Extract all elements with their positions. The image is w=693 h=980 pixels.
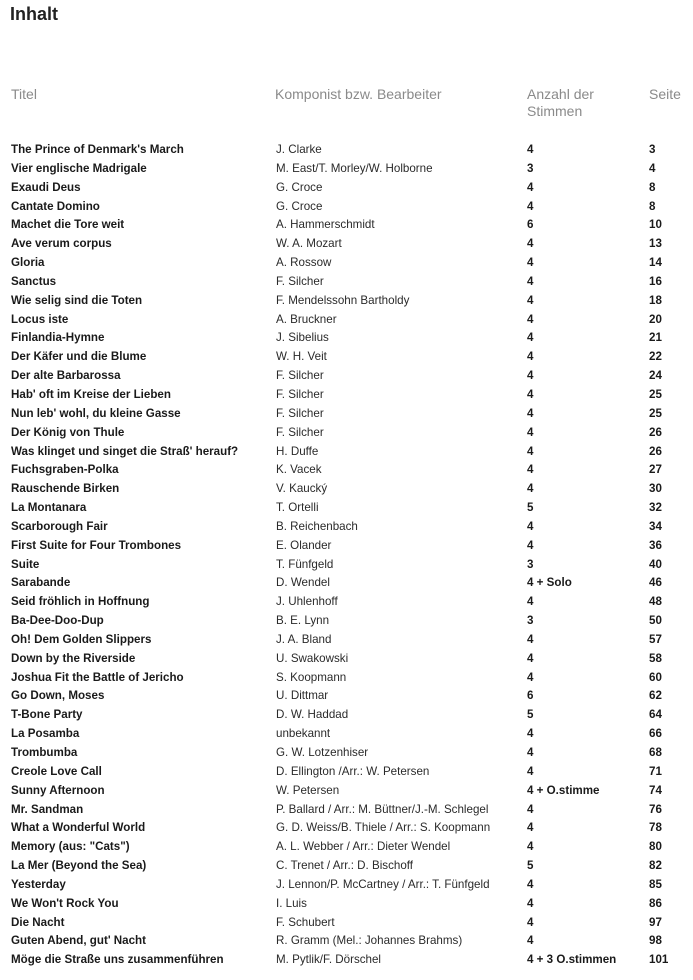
table-row bbox=[0, 744, 693, 763]
table-row bbox=[0, 838, 693, 857]
row-page: 76 bbox=[649, 802, 662, 816]
row-title: T-Bone Party bbox=[11, 708, 83, 722]
row-page: 68 bbox=[649, 746, 662, 759]
row-composer: D. W. Haddad bbox=[276, 708, 349, 722]
table-row bbox=[0, 235, 693, 254]
row-voices: 4 bbox=[527, 934, 534, 948]
row-title: Guten Abend, gut' Nacht bbox=[11, 934, 147, 948]
table-row bbox=[0, 311, 693, 330]
row-composer: F. Schubert bbox=[276, 915, 335, 929]
row-page: 62 bbox=[649, 689, 662, 703]
row-page: 21 bbox=[649, 331, 662, 345]
row-page: 82 bbox=[649, 859, 662, 873]
row-page: 32 bbox=[649, 501, 662, 515]
row-title: Wie selig sind die Toten bbox=[11, 293, 143, 307]
row-voices: 4 bbox=[527, 840, 534, 854]
table-row bbox=[0, 198, 693, 217]
row-composer: A. Rossow bbox=[276, 256, 332, 270]
row-composer: P. Ballard / Arr.: M. Büttner/J.-M. Schlegel bbox=[276, 802, 489, 816]
table-row bbox=[0, 518, 693, 537]
table-row bbox=[0, 273, 693, 292]
row-composer: W. Petersen bbox=[276, 783, 340, 797]
row-voices: 4 bbox=[527, 293, 534, 307]
table-row bbox=[0, 254, 693, 273]
row-composer: S. Koopmann bbox=[276, 670, 347, 684]
row-title: Der König von Thule bbox=[11, 425, 125, 439]
row-voices: 4 + 3 O.stimmen bbox=[527, 953, 617, 967]
row-title: Memory (aus: "Cats") bbox=[11, 840, 130, 854]
row-voices: 4 bbox=[527, 444, 534, 458]
table-row bbox=[0, 160, 693, 179]
row-composer: J. Sibelius bbox=[276, 331, 329, 345]
row-voices: 4 bbox=[527, 915, 534, 929]
row-title: We Won't Rock You bbox=[11, 896, 119, 910]
table-row bbox=[0, 857, 693, 876]
row-voices: 5 bbox=[527, 859, 534, 873]
row-voices: 5 bbox=[527, 501, 534, 515]
row-composer: T. Ortelli bbox=[276, 501, 319, 515]
row-title: Creole Love Call bbox=[11, 764, 102, 778]
row-composer: D. Wendel bbox=[276, 576, 330, 590]
row-voices: 4 bbox=[527, 463, 534, 477]
table-row bbox=[0, 612, 693, 631]
row-page: 4 bbox=[649, 161, 656, 175]
row-composer: A. Hammerschmidt bbox=[276, 218, 375, 232]
row-page: 3 bbox=[649, 143, 656, 156]
row-voices: 3 bbox=[527, 614, 534, 628]
row-title: Hab' oft im Kreise der Lieben bbox=[11, 387, 171, 401]
row-title: What a Wonderful World bbox=[11, 821, 146, 835]
row-voices: 4 bbox=[527, 350, 534, 364]
table-row bbox=[0, 951, 693, 970]
row-voices: 4 bbox=[527, 764, 534, 778]
row-title: Ave verum corpus bbox=[11, 237, 112, 251]
row-page: 14 bbox=[649, 256, 662, 270]
row-composer: R. Gramm (Mel.: Johannes Brahms) bbox=[276, 934, 463, 948]
row-voices: 4 bbox=[527, 425, 534, 439]
row-page: 66 bbox=[649, 727, 662, 741]
row-title: Vier englische Madrigale bbox=[11, 161, 147, 175]
table-row bbox=[0, 141, 693, 160]
row-page: 74 bbox=[649, 783, 662, 797]
table-row bbox=[0, 706, 693, 725]
row-composer: F. Mendelssohn Bartholdy bbox=[276, 293, 410, 307]
table-row bbox=[0, 461, 693, 480]
row-page: 26 bbox=[649, 444, 662, 458]
row-composer: B. Reichenbach bbox=[276, 519, 358, 533]
row-page: 57 bbox=[649, 632, 662, 646]
row-composer: V. Kaucký bbox=[276, 482, 328, 496]
row-page: 48 bbox=[649, 595, 662, 609]
row-voices: 4 bbox=[527, 256, 534, 270]
row-voices: 6 bbox=[527, 218, 534, 232]
row-page: 86 bbox=[649, 896, 662, 910]
row-voices: 3 bbox=[527, 161, 534, 175]
row-voices: 4 bbox=[527, 387, 534, 401]
row-title: Oh! Dem Golden Slippers bbox=[11, 632, 152, 646]
table-row bbox=[0, 348, 693, 367]
row-composer: B. E. Lynn bbox=[276, 614, 330, 628]
row-voices: 4 bbox=[527, 331, 534, 345]
row-title: Nun leb' wohl, du kleine Gasse bbox=[11, 406, 181, 420]
row-title: Sanctus bbox=[11, 274, 57, 288]
table-row bbox=[0, 631, 693, 650]
row-composer: T. Fünfgeld bbox=[276, 557, 334, 571]
row-page: 26 bbox=[649, 425, 662, 439]
row-title: Locus iste bbox=[11, 312, 69, 326]
row-composer: U. Dittmar bbox=[276, 689, 329, 703]
table-row bbox=[0, 819, 693, 838]
row-page: 24 bbox=[649, 369, 662, 383]
row-composer: G. Croce bbox=[276, 199, 323, 213]
row-page: 8 bbox=[649, 199, 656, 213]
row-voices: 4 bbox=[527, 482, 534, 496]
table-row bbox=[0, 782, 693, 801]
row-composer: E. Olander bbox=[276, 538, 332, 552]
row-title: Gloria bbox=[11, 256, 45, 270]
row-composer: F. Silcher bbox=[276, 387, 324, 401]
row-voices: 4 + O.stimme bbox=[527, 783, 600, 797]
row-page: 85 bbox=[649, 877, 662, 891]
row-voices: 4 bbox=[527, 651, 534, 665]
row-page: 22 bbox=[649, 350, 662, 364]
row-voices: 4 bbox=[527, 406, 534, 420]
row-composer: D. Ellington /Arr.: W. Petersen bbox=[276, 764, 430, 778]
table-row bbox=[0, 801, 693, 820]
row-title: Möge die Straße uns zusammenführen bbox=[11, 953, 224, 967]
row-voices: 4 bbox=[527, 237, 534, 251]
row-page: 97 bbox=[649, 915, 662, 929]
row-page: 8 bbox=[649, 180, 656, 194]
row-composer: W. A. Mozart bbox=[276, 237, 342, 251]
row-page: 64 bbox=[649, 708, 662, 722]
row-composer: A. Bruckner bbox=[276, 312, 337, 326]
row-title: Ba-Dee-Doo-Dup bbox=[11, 614, 104, 628]
table-row bbox=[0, 480, 693, 499]
row-composer: J. Lennon/P. McCartney / Arr.: T. Fünfgeld bbox=[276, 877, 490, 891]
row-title: Finlandia-Hymne bbox=[11, 331, 105, 345]
table-row bbox=[0, 499, 693, 518]
row-title: Die Nacht bbox=[11, 915, 65, 929]
row-voices: 4 bbox=[527, 727, 534, 741]
row-page: 58 bbox=[649, 651, 662, 665]
row-title: Suite bbox=[11, 557, 40, 571]
contents-table bbox=[0, 141, 693, 970]
row-voices: 4 bbox=[527, 369, 534, 383]
row-voices: 4 bbox=[527, 896, 534, 910]
row-title: Down by the Riverside bbox=[11, 651, 136, 665]
row-composer: M. East/T. Morley/W. Holborne bbox=[276, 161, 433, 175]
row-voices: 4 bbox=[527, 877, 534, 891]
table-row bbox=[0, 725, 693, 744]
column-header-title: Titel bbox=[11, 86, 37, 102]
row-title: Trombumba bbox=[11, 746, 78, 759]
row-voices: 4 bbox=[527, 180, 534, 194]
table-row bbox=[0, 424, 693, 443]
row-page: 101 bbox=[649, 953, 669, 967]
row-voices: 4 + Solo bbox=[527, 576, 572, 590]
row-composer: H. Duffe bbox=[276, 444, 319, 458]
column-header-page: Seite bbox=[649, 86, 681, 102]
row-title: Sunny Afternoon bbox=[11, 783, 105, 797]
row-composer: K. Vacek bbox=[276, 463, 322, 477]
row-title: First Suite for Four Trombones bbox=[11, 538, 182, 552]
row-composer: J. Uhlenhoff bbox=[276, 595, 338, 609]
table-row bbox=[0, 329, 693, 348]
row-composer: J. A. Bland bbox=[276, 632, 332, 646]
row-page: 34 bbox=[649, 519, 662, 533]
table-row bbox=[0, 914, 693, 933]
row-composer: unbekannt bbox=[276, 727, 331, 741]
row-voices: 4 bbox=[527, 538, 534, 552]
table-row bbox=[0, 876, 693, 895]
row-voices: 4 bbox=[527, 802, 534, 816]
row-composer: F. Silcher bbox=[276, 406, 324, 420]
row-composer: F. Silcher bbox=[276, 425, 324, 439]
row-page: 36 bbox=[649, 538, 662, 552]
row-composer: A. L. Webber / Arr.: Dieter Wendel bbox=[276, 840, 451, 854]
row-page: 27 bbox=[649, 463, 662, 477]
row-composer: U. Swakowski bbox=[276, 651, 349, 665]
table-row bbox=[0, 216, 693, 235]
row-composer: G. D. Weiss/B. Thiele / Arr.: S. Koopmann bbox=[276, 821, 491, 835]
row-composer: F. Silcher bbox=[276, 369, 324, 383]
table-row bbox=[0, 443, 693, 462]
row-composer: G. Croce bbox=[276, 180, 323, 194]
table-row bbox=[0, 932, 693, 951]
row-composer: G. W. Lotzenhiser bbox=[276, 746, 369, 759]
row-composer: W. H. Veit bbox=[276, 350, 327, 364]
column-header-voices: Anzahl der Stimmen bbox=[527, 86, 594, 119]
table-row bbox=[0, 687, 693, 706]
row-page: 80 bbox=[649, 840, 662, 854]
table-row bbox=[0, 895, 693, 914]
row-title: Fuchsgraben-Polka bbox=[11, 463, 119, 477]
table-row bbox=[0, 556, 693, 575]
row-page: 20 bbox=[649, 312, 662, 326]
row-voices: 4 bbox=[527, 632, 534, 646]
row-title: Yesterday bbox=[11, 877, 66, 891]
row-title: Rauschende Birken bbox=[11, 482, 120, 496]
page-title: Inhalt bbox=[10, 4, 58, 24]
table-row bbox=[0, 763, 693, 782]
table-row bbox=[0, 405, 693, 424]
row-page: 46 bbox=[649, 576, 662, 590]
row-composer: M. Pytlik/F. Dörschel bbox=[276, 953, 382, 967]
table-row bbox=[0, 292, 693, 311]
row-title: Was klinget und singet die Straß' herauf? bbox=[11, 444, 239, 458]
row-voices: 4 bbox=[527, 519, 534, 533]
row-composer: F. Silcher bbox=[276, 274, 324, 288]
row-title: Go Down, Moses bbox=[11, 689, 105, 703]
row-title: Joshua Fit the Battle of Jericho bbox=[11, 670, 184, 684]
row-voices: 3 bbox=[527, 557, 534, 571]
table-row bbox=[0, 650, 693, 669]
row-voices: 4 bbox=[527, 746, 534, 759]
row-voices: 4 bbox=[527, 199, 534, 213]
table-row bbox=[0, 669, 693, 688]
row-page: 50 bbox=[649, 614, 662, 628]
table-row bbox=[0, 386, 693, 405]
row-page: 78 bbox=[649, 821, 662, 835]
row-page: 40 bbox=[649, 557, 662, 571]
row-page: 60 bbox=[649, 670, 662, 684]
table-row bbox=[0, 537, 693, 556]
table-row bbox=[0, 593, 693, 612]
row-voices: 4 bbox=[527, 821, 534, 835]
column-header-composer: Komponist bzw. Bearbeiter bbox=[275, 86, 442, 102]
row-title: La Mer (Beyond the Sea) bbox=[11, 859, 147, 873]
row-page: 10 bbox=[649, 218, 662, 232]
row-title: La Montanara bbox=[11, 501, 87, 515]
table-row bbox=[0, 367, 693, 386]
row-title: Exaudi Deus bbox=[11, 180, 81, 194]
row-title: Cantate Domino bbox=[11, 199, 100, 213]
row-page: 30 bbox=[649, 482, 662, 496]
row-page: 18 bbox=[649, 293, 662, 307]
row-title: Der Käfer und die Blume bbox=[11, 350, 147, 364]
row-composer: I. Luis bbox=[276, 896, 307, 910]
row-title: Seid fröhlich in Hoffnung bbox=[11, 595, 150, 609]
row-page: 98 bbox=[649, 934, 662, 948]
row-page: 16 bbox=[649, 274, 662, 288]
row-voices: 4 bbox=[527, 670, 534, 684]
row-composer: J. Clarke bbox=[276, 143, 322, 156]
row-title: The Prince of Denmark's March bbox=[11, 143, 184, 156]
row-title: Machet die Tore weit bbox=[11, 218, 125, 232]
row-voices: 4 bbox=[527, 312, 534, 326]
row-voices: 5 bbox=[527, 708, 534, 722]
row-voices: 4 bbox=[527, 595, 534, 609]
row-voices: 4 bbox=[527, 143, 534, 156]
row-page: 13 bbox=[649, 237, 662, 251]
row-title: Mr. Sandman bbox=[11, 802, 84, 816]
row-title: Der alte Barbarossa bbox=[11, 369, 121, 383]
row-voices: 6 bbox=[527, 689, 534, 703]
table-row bbox=[0, 574, 693, 593]
row-page: 25 bbox=[649, 387, 662, 401]
row-voices: 4 bbox=[527, 274, 534, 288]
row-composer: C. Trenet / Arr.: D. Bischoff bbox=[276, 859, 414, 873]
row-title: Scarborough Fair bbox=[11, 519, 108, 533]
row-page: 25 bbox=[649, 406, 662, 420]
row-title: Sarabande bbox=[11, 576, 71, 590]
table-row bbox=[0, 179, 693, 198]
row-page: 71 bbox=[649, 764, 662, 778]
row-title: La Posamba bbox=[11, 727, 80, 741]
